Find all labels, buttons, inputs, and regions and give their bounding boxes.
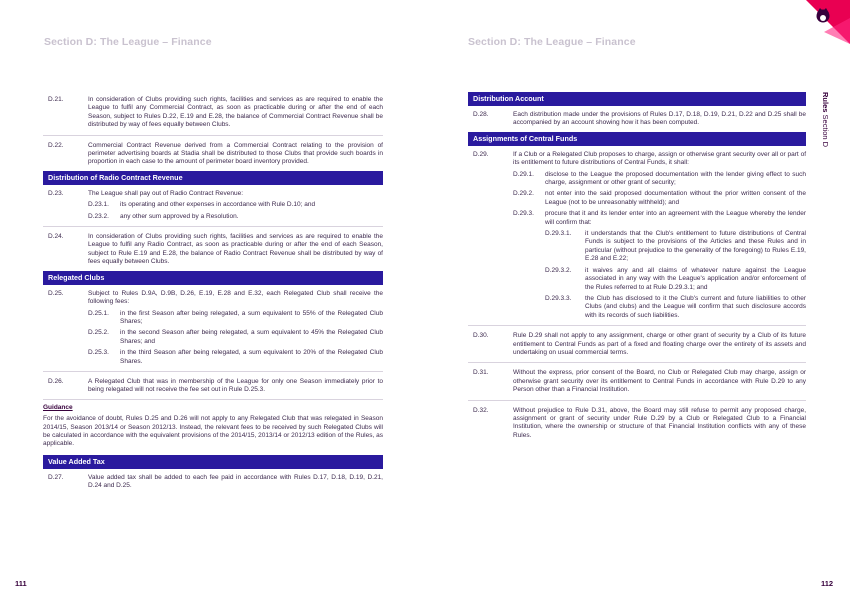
rule-d29 <box>468 151 806 320</box>
sub-sub-rule-text: it waives any and all claims of whatever nature against the League associated in any way with the League's application and/or enforcement of the Rules referred to at Rule D.29.3.1; and <box>585 266 806 291</box>
sub-rule-text: in the first Season after being relegated, a sum equivalent to 55% of the Relegated Club Shares; <box>120 309 383 325</box>
rule-d25 <box>43 290 383 366</box>
sub-rule-d29-2 <box>513 190 806 207</box>
rule-text: Value added tax shall be added to each fee paid in accordance with Rules D.17, D.18, D.19, D.21, D.24 and D.25. <box>88 473 383 490</box>
relegated-heading: Relegated Clubs <box>43 271 383 285</box>
divider <box>43 371 383 372</box>
right-column <box>468 92 806 440</box>
sub-rule-d23-1 <box>88 201 383 209</box>
sub-rule-d25-2 <box>88 329 383 346</box>
sub-rule-d29-1 <box>513 171 806 188</box>
rule-d24 <box>43 233 383 267</box>
sub-rule-text: procure that it and its lender enter into an agreement with the League whereby the lender will confirm that: <box>545 210 806 226</box>
right-section-title: Section D: The League – Finance <box>468 36 636 48</box>
left-column <box>43 96 383 491</box>
sub-sub-rule-text: it understands that the Club's entitlement to future distributions of Central Funds is subject to the provisions of the Articles and these Rules and in particular (without prejudice to the generality of the foregoing) to Rules E.19, E.28 and E.22; <box>585 230 806 263</box>
rule-text: Commercial Contract Revenue derived from a Commercial Contract relating to the provision of perimeter advertising boards at Stadia shall be distributed to those Clubs that provide such boards in proportion in each case to the amount of perimeter board inventory provided. <box>88 141 383 166</box>
sub-rule-d29-3 <box>513 210 806 320</box>
sub-rule-number: D.29.2. <box>513 190 534 198</box>
rule-text: Without the express, prior consent of the Board, no Club or Relegated Club may charge, assign or otherwise grant security over its entitlement to Central Funds in accordance with Rule D.29 to any Person other than a Financial Institution. <box>513 369 806 394</box>
sub-rule-number: D.29.1. <box>513 170 534 178</box>
divider <box>468 400 806 401</box>
rule-number: D.24. <box>48 233 64 241</box>
rule-d31 <box>468 369 806 394</box>
rule-number: D.25. <box>48 289 64 297</box>
sub-rule-d23-2 <box>88 213 383 221</box>
sub-sub-rule-number: D.29.3.2. <box>545 266 572 274</box>
sub-sub-rule-d29-3-2 <box>545 267 806 292</box>
rule-number: D.29. <box>473 150 489 158</box>
sub-sub-rule-number: D.29.3.3. <box>545 294 572 302</box>
side-tab-rules: Rules <box>821 92 830 113</box>
rule-number: D.26. <box>48 377 64 385</box>
rule-d21 <box>43 96 383 130</box>
rule-d28 <box>468 111 806 128</box>
sub-rule-d25-1 <box>88 310 383 327</box>
sub-sub-rule-number: D.29.3.1. <box>545 230 572 238</box>
rule-text: If a Club or a Relegated Club proposes to charge, assign or otherwise grant security over all or part of its entitlement to future distributions of Central Funds, it shall: <box>513 150 806 167</box>
rule-text: Subject to Rules D.9A, D.9B, D.26, E.19, E.28 and E.32, each Relegated Club shall receive the following fees: <box>88 289 383 306</box>
left-section-title: Section D: The League – Finance <box>44 36 212 48</box>
rule-number: D.22. <box>48 141 64 149</box>
rule-text: Rule D.29 shall not apply to any assignment, charge or other grant of security by a Club of its future entitlement to Central Funds as part of a fixed and floating charge over the entirety of its assets and undertaking on usual commercial terms. <box>513 332 806 356</box>
sub-rule-d25-3 <box>88 349 383 366</box>
rule-d30 <box>468 332 806 357</box>
divider <box>468 325 806 326</box>
rule-text: Each distribution made under the provisions of Rules D.17, D.18, D.19, D.21, D.22 and D.25 shall be accompanied by an account showing how it has been computed. <box>513 111 806 127</box>
sub-rule-text: in the second Season after being relegated, a sum equivalent to 45% the Relegated Club Shares; and <box>120 329 383 345</box>
sub-rule-number: D.23.1. <box>88 201 109 209</box>
rule-d23 <box>43 190 383 221</box>
rule-text: Without prejudice to Rule D.31, above, the Board may still refuse to permit any proposed charge, assignment or grant of security under Rule D.29 by a Club or Relegated Club to a Financial Institution, where the ownership or structure of that Financial Institution conflicts with any of these Rules. <box>513 406 806 439</box>
guidance-text: For the avoidance of doubt, Rules D.25 and D.26 will not apply to any Relegated Club that was relegated in Season 2014/15, Season 2013/14 or Season 2012/13. Instead, the relevant fees to be received by such Relegated Clubs will be calculated in accordance with the equivalent provisions of the 2014/15, 2013/14 or 2012/13 edition of the Rules, as applicable. <box>43 415 383 448</box>
rule-text: The League shall pay out of Radio Contract Revenue: <box>88 189 244 197</box>
rule-d26 <box>43 378 383 395</box>
sub-rule-text: not enter into the said proposed documentation without the prior written consent of the League (not to be unreasonably withheld); and <box>545 190 806 206</box>
radio-heading: Distribution of Radio Contract Revenue <box>43 171 383 185</box>
sub-sub-rule-text: the Club has disclosed to it the Club's current and future liabilities to other Clubs (and clubs) and the League will confirm that such disclosure accords with its records of such liabilities. <box>585 294 806 319</box>
sub-rule-text: disclose to the League the proposed documentation with the lender giving effect to such charge, assignment or other grant of security; <box>545 170 806 187</box>
divider <box>43 226 383 227</box>
sub-rule-number: D.29.3. <box>513 210 534 218</box>
sub-rule-text: any other sum approved by a Resolution. <box>120 212 239 220</box>
rule-d27 <box>43 474 383 491</box>
sub-rule-number: D.25.2. <box>88 329 109 337</box>
distribution-heading: Distribution Account <box>468 92 806 106</box>
rule-number: D.32. <box>473 406 489 414</box>
divider <box>43 399 383 400</box>
side-tab-section: Section D <box>821 112 830 148</box>
assignments-heading: Assignments of Central Funds <box>468 132 806 146</box>
side-tab <box>818 92 830 202</box>
rule-number: D.31. <box>473 369 489 377</box>
sub-rule-number: D.25.3. <box>88 349 109 357</box>
divider <box>43 135 383 136</box>
rule-text: A Relegated Club that was in membership of the League for only one Season immediately prior to being relegated will not receive the fee set out in Rule D.25.3. <box>88 377 383 394</box>
page-number-left: 111 <box>15 579 27 588</box>
sub-sub-rule-d29-3-3 <box>545 295 806 320</box>
rule-number: D.28. <box>473 111 489 118</box>
sub-rule-text: in the third Season after being relegated, a sum equivalent to 20% of the Relegated Club Shares. <box>120 349 383 365</box>
rule-text: In consideration of Clubs providing such rights, facilities and services as are required to enable the League to fulfil any Radio Contract, as soon as practicable during or after the end of each Season, subject to Rule E.19 and E.28, the balance of Radio Contract Revenue shall be distributed by way of fees equally between Clubs. <box>88 233 383 266</box>
sub-rule-number: D.25.1. <box>88 309 109 317</box>
guidance-heading: Guidance <box>43 403 73 411</box>
premier-league-logo <box>790 0 850 48</box>
vat-heading: Value Added Tax <box>43 455 383 469</box>
rule-text: In consideration of Clubs providing such rights, facilities and services as are required to enable the League to fulfil any Commercial Contract, as soon as practicable during or after the end of each Season, subject to Rules D.22, E.19 and E.28, the balance of Commercial Contract Revenue shall be distributed by way of fees equally between Clubs. <box>88 96 383 129</box>
rule-number: D.21. <box>48 96 64 103</box>
rule-number: D.27. <box>48 473 64 481</box>
rule-number: D.23. <box>48 189 64 197</box>
rule-d32 <box>468 407 806 441</box>
rule-d22 <box>43 142 383 167</box>
sub-rule-text: its operating and other expenses in accordance with Rule D.10; and <box>120 201 316 209</box>
sub-sub-rule-d29-3-1 <box>545 230 806 264</box>
rule-number: D.30. <box>473 332 489 340</box>
sub-rule-number: D.23.2. <box>88 212 109 220</box>
page-number-right: 112 <box>821 579 834 588</box>
divider <box>468 362 806 363</box>
